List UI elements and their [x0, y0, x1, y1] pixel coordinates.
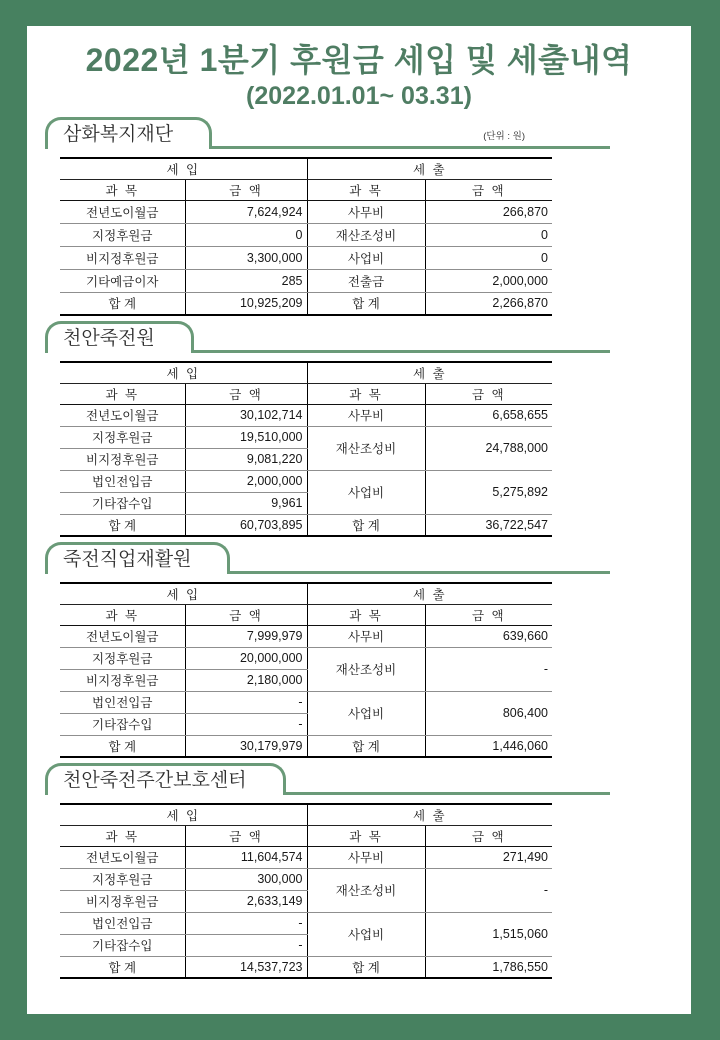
category-header: 과 목 [307, 604, 425, 625]
row-amount: 1,515,060 [425, 912, 552, 956]
row-label: 사무비 [307, 200, 425, 223]
amount-header: 금 액 [425, 179, 552, 200]
expense-group-header: 세 출 [307, 362, 552, 383]
finance-table [60, 803, 552, 979]
total-label: 합 계 [307, 735, 425, 757]
row-amount: 285 [185, 269, 307, 292]
total-label: 합 계 [307, 292, 425, 315]
column-header-row [60, 825, 552, 846]
category-header: 과 목 [60, 383, 185, 404]
amount-header: 금 액 [425, 604, 552, 625]
amount-header: 금 액 [185, 604, 307, 625]
row-amount: 6,658,655 [425, 404, 552, 426]
section-daycare [27, 763, 691, 979]
row-label: 전년도이월금 [60, 404, 185, 426]
category-header: 과 목 [307, 825, 425, 846]
row-label: 기타예금이자 [60, 269, 185, 292]
column-header-row [60, 179, 552, 200]
total-amount: 1,446,060 [425, 735, 552, 757]
total-label: 합 계 [60, 956, 185, 978]
section-samhwa [27, 117, 691, 316]
table-row [60, 470, 552, 492]
row-amount: 271,490 [425, 846, 552, 868]
total-label: 합 계 [60, 735, 185, 757]
row-amount: 2,633,149 [185, 890, 307, 912]
total-label: 합 계 [60, 292, 185, 315]
row-amount: 7,999,979 [185, 625, 307, 647]
total-amount: 30,179,979 [185, 735, 307, 757]
amount-header: 금 액 [185, 825, 307, 846]
income-group-header: 세 입 [60, 583, 307, 604]
amount-header: 금 액 [425, 825, 552, 846]
table-row [60, 912, 552, 934]
row-label: 지정후원금 [60, 426, 185, 448]
row-label: 사무비 [307, 404, 425, 426]
amount-header: 금 액 [185, 383, 307, 404]
section-title: 천안죽전주간보호센터 [63, 770, 247, 791]
total-amount: 36,722,547 [425, 514, 552, 536]
row-label: 법인전입금 [60, 912, 185, 934]
table-row [60, 868, 552, 890]
row-amount: - [185, 713, 307, 735]
row-amount: 7,624,924 [185, 200, 307, 223]
row-label: 법인전입금 [60, 691, 185, 713]
row-label: 비지정후원금 [60, 246, 185, 269]
total-row [60, 956, 552, 978]
row-label: 전년도이월금 [60, 846, 185, 868]
total-row [60, 514, 552, 536]
row-label: 재산조성비 [307, 647, 425, 691]
section-header [45, 542, 610, 574]
section-tab [45, 321, 194, 353]
table-row [60, 223, 552, 246]
row-amount: - [425, 868, 552, 912]
income-group-header: 세 입 [60, 158, 307, 179]
row-amount: 2,000,000 [425, 269, 552, 292]
table-row [60, 846, 552, 868]
total-amount: 1,786,550 [425, 956, 552, 978]
section-tab [45, 117, 212, 149]
table-row [60, 426, 552, 448]
row-amount: - [185, 912, 307, 934]
total-row [60, 292, 552, 315]
category-header: 과 목 [307, 383, 425, 404]
row-amount: 30,102,714 [185, 404, 307, 426]
row-label: 사업비 [307, 246, 425, 269]
document-page [27, 26, 691, 1014]
row-amount: 0 [425, 223, 552, 246]
row-label: 비지정후원금 [60, 448, 185, 470]
row-label: 재산조성비 [307, 223, 425, 246]
table-row [60, 200, 552, 223]
section-title: 천안죽전원 [63, 328, 155, 349]
section-header [45, 763, 610, 795]
row-amount: 24,788,000 [425, 426, 552, 470]
table-row [60, 246, 552, 269]
section-jukjeonwon [27, 321, 691, 537]
row-label: 기타잡수입 [60, 492, 185, 514]
section-title: 죽전직업재활원 [63, 549, 192, 570]
amount-header: 금 액 [185, 179, 307, 200]
section-title: 삼화복지재단 [63, 124, 174, 145]
row-amount: 9,081,220 [185, 448, 307, 470]
row-label: 전년도이월금 [60, 200, 185, 223]
row-amount: 19,510,000 [185, 426, 307, 448]
row-amount: 9,961 [185, 492, 307, 514]
section-header [45, 321, 610, 353]
group-header-row [60, 804, 552, 825]
row-label: 지정후원금 [60, 868, 185, 890]
expense-group-header: 세 출 [307, 158, 552, 179]
income-group-header: 세 입 [60, 362, 307, 383]
row-amount: 11,604,574 [185, 846, 307, 868]
row-amount: 20,000,000 [185, 647, 307, 669]
total-label: 합 계 [307, 956, 425, 978]
income-group-header: 세 입 [60, 804, 307, 825]
section-tab [45, 542, 230, 574]
total-amount: 14,537,723 [185, 956, 307, 978]
row-label: 재산조성비 [307, 426, 425, 470]
total-amount: 2,266,870 [425, 292, 552, 315]
table-row [60, 625, 552, 647]
row-label: 전출금 [307, 269, 425, 292]
row-amount: 266,870 [425, 200, 552, 223]
total-amount: 60,703,895 [185, 514, 307, 536]
category-header: 과 목 [60, 604, 185, 625]
row-label: 기타잡수입 [60, 713, 185, 735]
row-amount: - [185, 691, 307, 713]
category-header: 과 목 [60, 179, 185, 200]
column-header-row [60, 604, 552, 625]
row-label: 기타잡수입 [60, 934, 185, 956]
finance-table [60, 361, 552, 537]
section-vocational [27, 542, 691, 758]
row-amount: 3,300,000 [185, 246, 307, 269]
row-label: 사업비 [307, 470, 425, 514]
table-row [60, 691, 552, 713]
tab-underline [194, 350, 610, 353]
tab-underline [230, 571, 610, 574]
row-amount: 806,400 [425, 691, 552, 735]
table-row [60, 404, 552, 426]
expense-group-header: 세 출 [307, 804, 552, 825]
expense-group-header: 세 출 [307, 583, 552, 604]
category-header: 과 목 [60, 825, 185, 846]
row-label: 지정후원금 [60, 223, 185, 246]
table-row [60, 647, 552, 669]
row-amount: 300,000 [185, 868, 307, 890]
total-label: 합 계 [60, 514, 185, 536]
tab-underline [286, 792, 610, 795]
column-header-row [60, 383, 552, 404]
row-label: 비지정후원금 [60, 890, 185, 912]
page-subtitle: (2022.01.01~ 03.31) [246, 82, 472, 110]
total-amount: 10,925,209 [185, 292, 307, 315]
row-amount: - [185, 934, 307, 956]
category-header: 과 목 [307, 179, 425, 200]
row-amount: 0 [425, 246, 552, 269]
row-label: 법인전입금 [60, 470, 185, 492]
row-amount: 2,180,000 [185, 669, 307, 691]
row-amount: - [425, 647, 552, 691]
row-amount: 0 [185, 223, 307, 246]
unit-label: (단위 : 원) [483, 131, 525, 142]
row-label: 재산조성비 [307, 868, 425, 912]
finance-table [60, 582, 552, 758]
row-label: 전년도이월금 [60, 625, 185, 647]
table-row [60, 269, 552, 292]
section-header [45, 117, 610, 149]
group-header-row [60, 158, 552, 179]
amount-header: 금 액 [425, 383, 552, 404]
section-tab [45, 763, 286, 795]
row-label: 지정후원금 [60, 647, 185, 669]
row-label: 사무비 [307, 846, 425, 868]
total-label: 합 계 [307, 514, 425, 536]
total-row [60, 735, 552, 757]
finance-table [60, 157, 552, 316]
tab-underline [212, 146, 610, 149]
row-amount: 2,000,000 [185, 470, 307, 492]
group-header-row [60, 362, 552, 383]
row-label: 비지정후원금 [60, 669, 185, 691]
row-amount: 639,660 [425, 625, 552, 647]
page-title: 2022년 1분기 후원금 세입 및 세출내역 [85, 42, 633, 78]
group-header-row [60, 583, 552, 604]
row-label: 사업비 [307, 912, 425, 956]
row-amount: 5,275,892 [425, 470, 552, 514]
row-label: 사업비 [307, 691, 425, 735]
row-label: 사무비 [307, 625, 425, 647]
